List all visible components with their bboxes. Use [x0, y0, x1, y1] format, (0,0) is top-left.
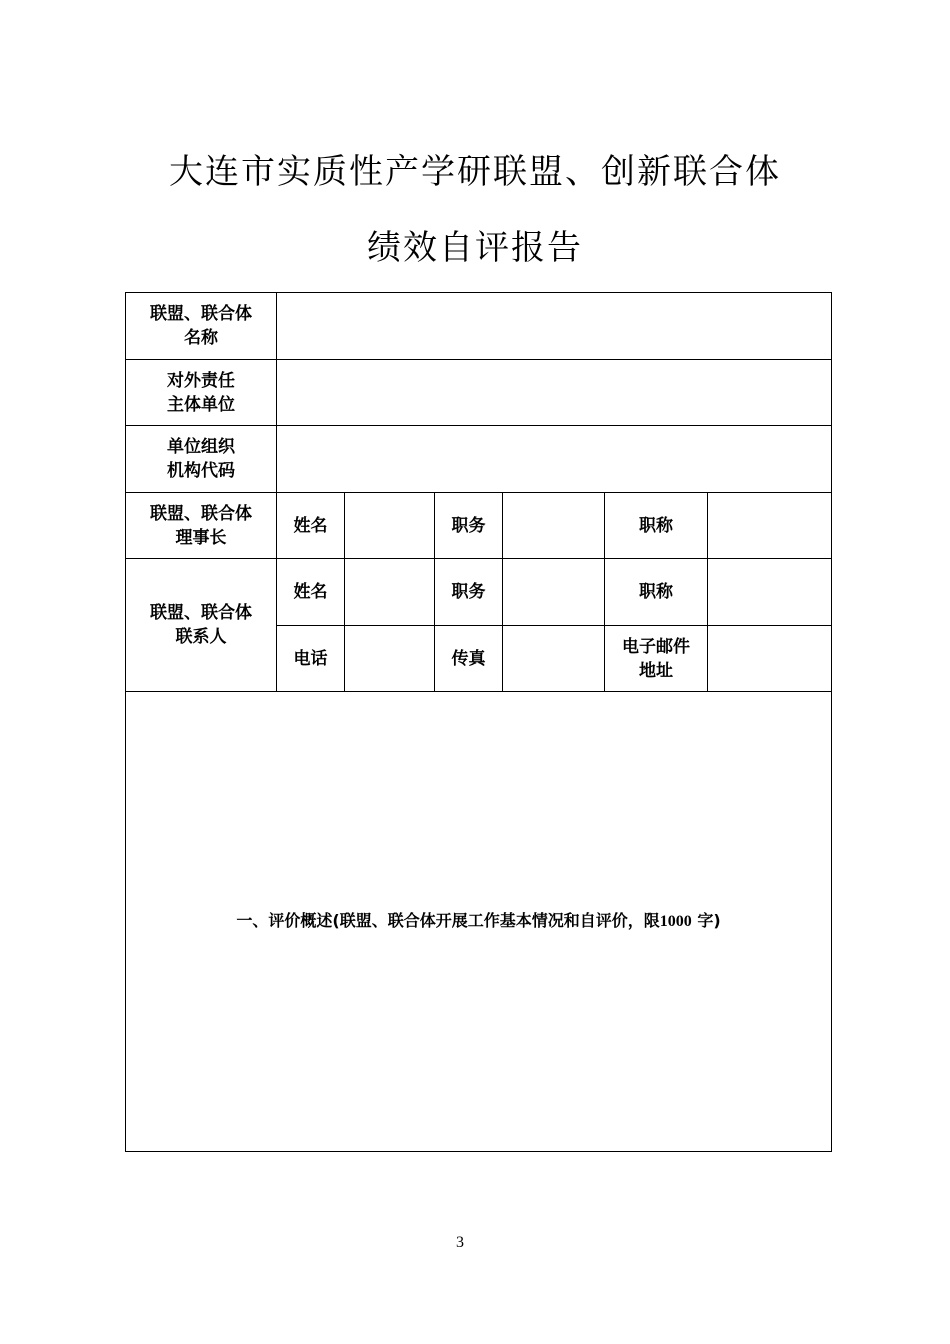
chairman-label: 联盟、联合体 理事长: [126, 493, 277, 559]
contact-phone-label: 电话: [277, 626, 345, 692]
contact-name-label: 姓名: [277, 559, 345, 626]
chairman-name-label: 姓名: [277, 493, 345, 559]
evaluation-summary-heading: 一、评价概述(联盟、联合体开展工作基本情况和自评价，限1000 字): [236, 911, 721, 930]
responsible-unit-field[interactable]: [277, 360, 832, 426]
contact-fax-label: 传真: [435, 626, 503, 692]
contact-title-field[interactable]: [708, 559, 832, 626]
contact-name-field[interactable]: [345, 559, 435, 626]
chairman-position-field[interactable]: [503, 493, 605, 559]
document-title-line-2: 绩效自评报告: [367, 228, 583, 268]
document-title-line-1: 大连市实质性产学研联盟、创新联合体: [169, 152, 781, 192]
chairman-name-field[interactable]: [345, 493, 435, 559]
chairman-title-label: 职称: [605, 493, 708, 559]
chairman-title-field[interactable]: [708, 493, 832, 559]
org-code-label: 单位组织 机构代码: [126, 426, 277, 493]
org-code-field[interactable]: [277, 426, 832, 493]
contact-email-field[interactable]: [708, 626, 832, 692]
evaluation-summary-area[interactable]: [126, 692, 832, 1152]
responsible-unit-label: 对外责任 主体单位: [126, 360, 277, 426]
contact-fax-field[interactable]: [503, 626, 605, 692]
contact-email-label: 电子邮件 地址: [605, 626, 708, 692]
report-form-table: [125, 292, 832, 1152]
contact-title-label: 职称: [605, 559, 708, 626]
contact-position-label: 职务: [435, 559, 503, 626]
alliance-name-field[interactable]: [277, 293, 832, 360]
contact-position-field[interactable]: [503, 559, 605, 626]
page-number: 3: [456, 1234, 464, 1251]
contact-phone-field[interactable]: [345, 626, 435, 692]
chairman-position-label: 职务: [435, 493, 503, 559]
alliance-name-label: 联盟、联合体 名称: [126, 293, 277, 360]
contact-label: 联盟、联合体 联系人: [126, 559, 277, 692]
